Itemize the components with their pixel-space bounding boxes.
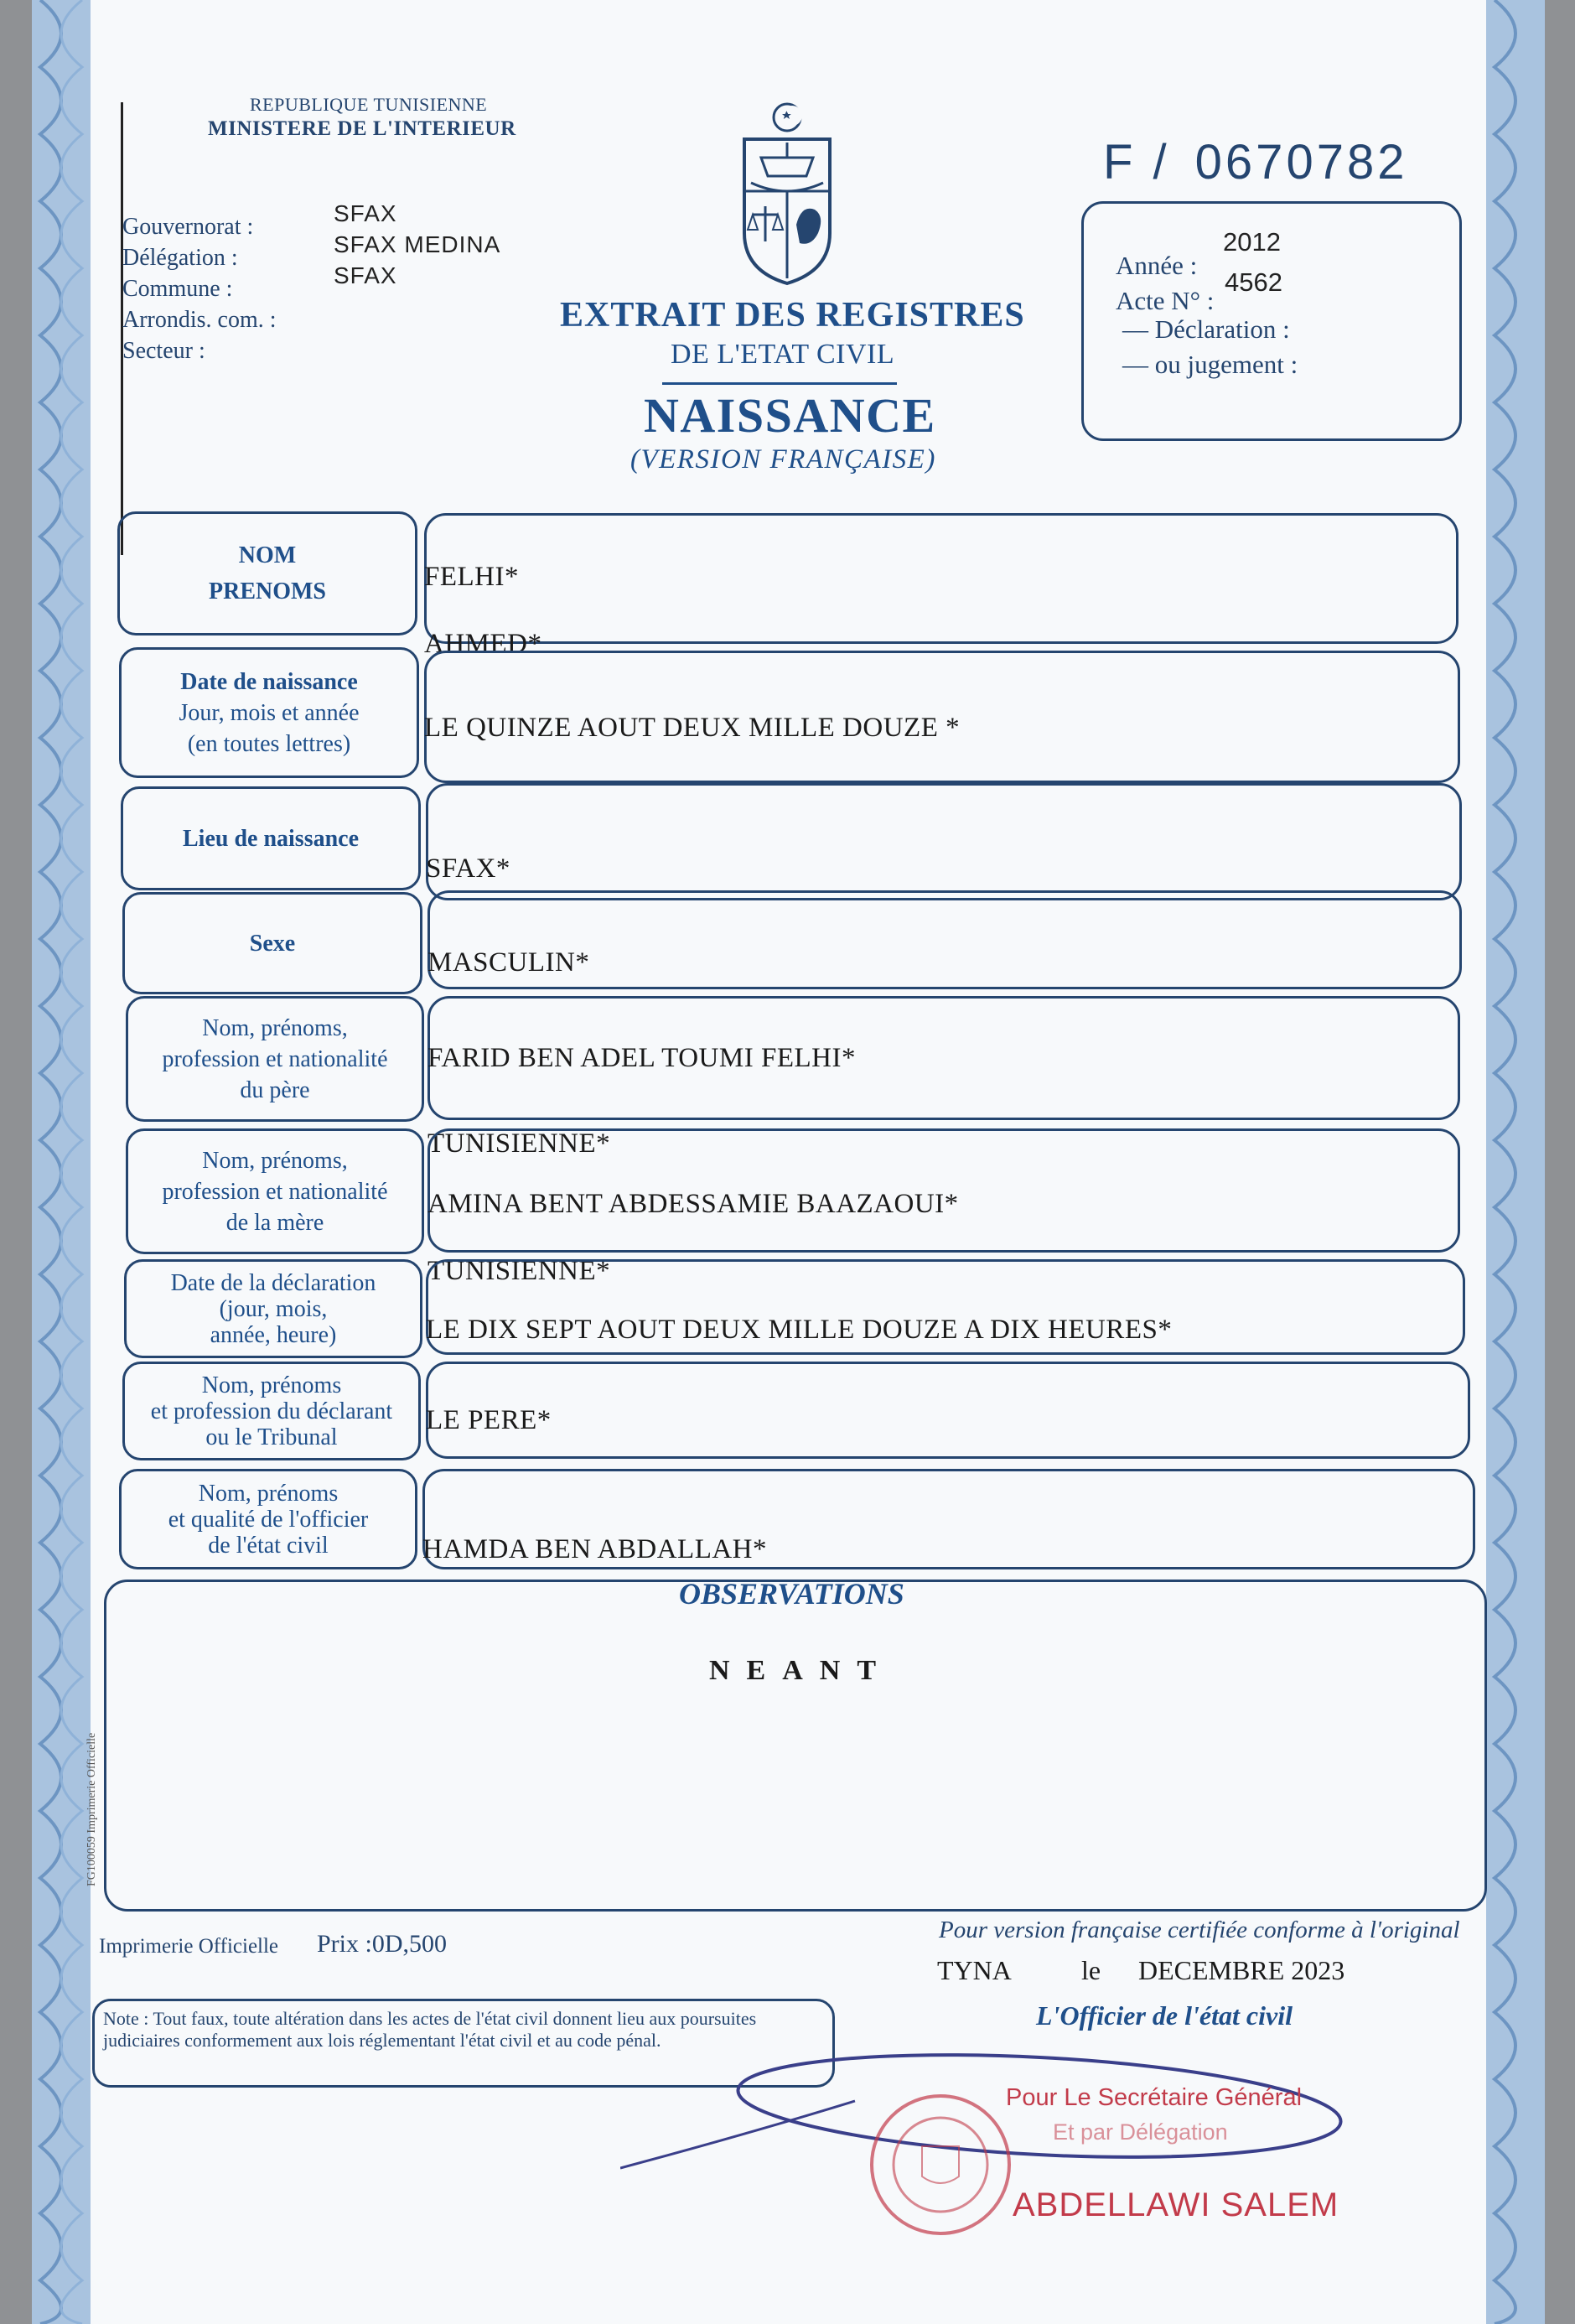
observations-box (104, 1580, 1487, 1912)
row-label-line: (jour, mois, (219, 1295, 328, 1322)
issue-le: le (1081, 1955, 1101, 1985)
admin-values (334, 198, 500, 291)
value-lieu: SFAX* (426, 853, 510, 884)
commune-label: Commune : (122, 276, 233, 302)
sector-label: Secteur : (122, 338, 205, 364)
row-label-declaration (124, 1259, 422, 1358)
row-field-declarant (426, 1362, 1470, 1459)
admin-labels (122, 211, 277, 366)
right-decorative-border (1486, 0, 1545, 2324)
arrondissement-label: Arrondis. com. : (122, 307, 277, 333)
row-label-line: Nom, prénoms, (202, 1147, 348, 1174)
row-field-nom (424, 513, 1458, 644)
republic-heading: REPUBLIQUE TUNISIENNE (250, 94, 488, 115)
stamp-name: ABDELLAWI SALEM (1013, 2187, 1339, 2223)
officer-title: L'Officier de l'état civil (1036, 2000, 1293, 2031)
annee-label: Année : (1116, 251, 1198, 280)
issue-date: DECEMBRE 2023 (1138, 1955, 1345, 1985)
left-decorative-border (32, 0, 91, 2324)
coat-of-arms-emblem (734, 99, 840, 288)
jugement-label: — ou jugement : (1122, 350, 1298, 379)
title-etat-civil: DE L'ETAT CIVIL (671, 339, 895, 370)
row-label-line: du père (240, 1076, 310, 1103)
annee-value: 2012 (1223, 227, 1281, 257)
serial-number (1103, 134, 1407, 190)
row-label-officier (119, 1469, 417, 1569)
row-label-line: ou le Tribunal (205, 1424, 338, 1450)
row-label-line: profession et nationalité (162, 1045, 388, 1072)
row-label-line: Nom, prénoms, (202, 1014, 348, 1041)
row-label-line: Nom, prénoms (201, 1372, 342, 1398)
row-label-line: année, heure) (210, 1321, 337, 1348)
row-label-pere (126, 996, 424, 1122)
row-field-lieu (426, 783, 1462, 900)
row-label-line: de la mère (225, 1209, 324, 1236)
printer-side-mark: FG100059 Imprimerie Officielle (85, 1732, 98, 1886)
observations-text: NEANT (709, 1655, 894, 1686)
delegation-label: Délégation : (122, 245, 238, 271)
value-pere: FARID BEN ADEL TOUMI FELHI* (427, 1043, 856, 1073)
observations-title: OBSERVATIONS (679, 1577, 904, 1611)
acte-label: Acte N° : (1116, 286, 1215, 315)
governorate-label: Gouvernorat : (122, 214, 254, 240)
declaration-label: — Déclaration : (1122, 314, 1290, 344)
row-label-lieu (121, 786, 421, 890)
governorate-value: SFAX (334, 200, 397, 226)
delegation-value: SFAX MEDINA (334, 231, 501, 257)
row-label-sexe (122, 892, 422, 994)
legal-note: Note : Tout faux, toute altération dans les actes de l'état civil donnent lieu aux poursuites judiciaires conformement aux lois réglementant l'état civil et au code pénal. (103, 2008, 757, 2051)
imprimerie-label: Imprimerie Officielle (99, 1935, 279, 1958)
row-label-line: Nom, prénoms (198, 1480, 339, 1507)
row-label-mere (126, 1128, 424, 1254)
row-label-line: Sexe (249, 930, 296, 957)
row-label-line: NOM (238, 542, 297, 568)
serial-value: 0670782 (1194, 135, 1408, 189)
value-mere-nationalite: TUNISIENNE* (427, 1256, 611, 1286)
serial-prefix: F / (1103, 135, 1170, 189)
certified-statement: Pour version française certifiée conforme à l'original (939, 1917, 1460, 1943)
value-date-naissance: LE QUINZE AOUT DEUX MILLE DOUZE * (424, 713, 961, 743)
row-label-line: Lieu de naissance (182, 825, 360, 852)
title-naissance: NAISSANCE (644, 388, 936, 443)
row-label-line: profession et nationalité (162, 1178, 388, 1205)
row-label-line: PRENOMS (209, 578, 326, 604)
issue-city: TYNA (937, 1955, 1012, 1985)
value-officier: HAMDA BEN ABDALLAH* (422, 1534, 768, 1564)
value-declaration: LE DIX SEPT AOUT DEUX MILLE DOUZE A DIX HEURES* (426, 1315, 1173, 1345)
title-version: (VERSION FRANÇAISE) (630, 444, 936, 475)
value-prenom: AHMED* (424, 629, 542, 659)
title-extrait: EXTRAIT DES REGISTRES (560, 296, 1025, 335)
value-mere: AMINA BENT ABDESSAMIE BAAZAOUI* (427, 1189, 959, 1219)
row-label-date-naissance (119, 647, 419, 778)
row-label-line: Jour, mois et année (179, 699, 360, 726)
acte-value: 4562 (1225, 267, 1282, 297)
value-pere-nationalite: TUNISIENNE* (427, 1128, 611, 1159)
stamp-line-1: Pour Le Secrétaire Général (1006, 2084, 1303, 2111)
value-declarant: LE PERE* (426, 1405, 552, 1435)
price-label: Prix :0D,500 (317, 1930, 448, 1958)
title-underline (662, 382, 897, 385)
registry-box (1081, 201, 1462, 441)
row-label-line: et qualité de l'officier (168, 1506, 369, 1533)
row-label-line: (en toutes lettres) (187, 730, 351, 757)
row-label-declarant (122, 1362, 421, 1460)
row-label-line: et profession du déclarant (150, 1398, 393, 1424)
row-label-line: Date de la déclaration (170, 1269, 376, 1296)
row-label-nom (117, 511, 417, 635)
value-nom: FELHI* (424, 562, 519, 592)
stamp-line-2: Et par Délégation (1053, 2119, 1228, 2145)
commune-value: SFAX (334, 262, 397, 288)
row-label-line: Date de naissance (180, 668, 358, 695)
row-label-line: de l'état civil (208, 1532, 329, 1559)
value-sexe: MASCULIN* (427, 947, 590, 978)
ministry-heading: MINISTERE DE L'INTERIEUR (208, 117, 516, 140)
